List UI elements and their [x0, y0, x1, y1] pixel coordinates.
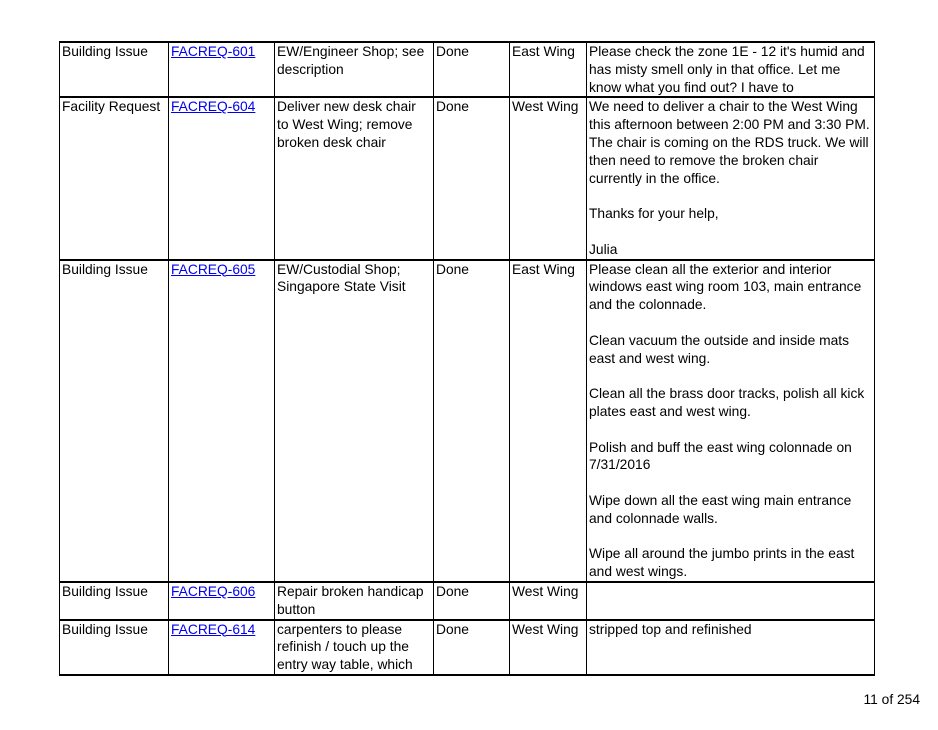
- table-body: [60, 42, 875, 675]
- request-location: East Wing: [512, 261, 575, 277]
- request-status: Done: [436, 99, 469, 115]
- status-cell: [434, 97, 510, 259]
- request-location: West Wing: [512, 583, 579, 599]
- paragraph-gap: [589, 314, 872, 332]
- status-cell: [434, 42, 510, 97]
- summary-cell: [275, 582, 434, 620]
- table-row: [60, 260, 875, 582]
- request-type: Building Issue: [62, 583, 148, 599]
- request-status: Done: [436, 261, 469, 277]
- paragraph-gap: [589, 528, 872, 546]
- request-id-cell: [169, 97, 275, 259]
- request-type: Building Issue: [62, 621, 148, 637]
- table-row: [60, 42, 875, 97]
- details-paragraph: We need to deliver a chair to the West Wing this afternoon between 2:00 PM and 3:30 PM. The chair is coming on the RDS truck. We will then need to remove the broken chair currently in the office.: [589, 99, 874, 186]
- request-type-cell: [60, 582, 169, 620]
- details-paragraph: Please check the zone 1E - 12 it's humid and has misty smell only in that office. Let me know what you find out? I have to: [589, 44, 869, 95]
- location-cell: [510, 97, 587, 259]
- request-type-cell: [60, 97, 169, 259]
- request-location: West Wing: [512, 621, 579, 637]
- request-id-link[interactable]: FACREQ-601: [171, 44, 256, 59]
- details-paragraph: Clean vacuum the outside and inside mats east and west wing.: [589, 332, 853, 366]
- table-row: [60, 582, 875, 620]
- request-id-link[interactable]: FACREQ-605: [171, 261, 256, 277]
- request-status: Done: [436, 583, 469, 599]
- request-type: Facility Request: [62, 99, 161, 115]
- request-id-link[interactable]: FACREQ-614: [171, 621, 256, 637]
- details-paragraph: Polish and buff the east wing colonnade on 7/31/2016: [589, 439, 856, 473]
- details-cell: [587, 97, 875, 259]
- request-summary: Repair broken handicap button: [277, 583, 424, 617]
- request-status: Done: [436, 621, 469, 637]
- request-type: Building Issue: [62, 261, 148, 277]
- summary-cell: [275, 97, 434, 259]
- paragraph-gap: [589, 223, 872, 241]
- details-cell: [587, 42, 875, 97]
- details-paragraph: Clean all the brass door tracks, polish all kick plates east and west wing.: [589, 386, 869, 419]
- details-paragraph: Wipe down all the east wing main entrance and colonnade walls.: [589, 492, 856, 526]
- page-number: 11 of 254: [863, 692, 920, 707]
- paragraph-gap: [589, 474, 872, 492]
- location-cell: [510, 260, 587, 582]
- request-id-link[interactable]: FACREQ-604: [171, 99, 256, 115]
- details-cell: [587, 620, 875, 675]
- request-summary: carpenters to please refinish / touch up the entry way table, which: [277, 621, 413, 673]
- request-id-cell: [169, 42, 275, 97]
- facility-requests-table: [59, 41, 875, 676]
- request-type-cell: [60, 260, 169, 582]
- request-type-cell: [60, 620, 169, 675]
- paragraph-gap: [589, 421, 872, 439]
- status-cell: [434, 582, 510, 620]
- paragraph-gap: [589, 367, 872, 385]
- summary-cell: [275, 260, 434, 582]
- details-paragraph: Thanks for your help,: [589, 206, 719, 222]
- details-paragraph: Please clean all the exterior and interior windows east wing room 103, main entrance and the colonnade.: [589, 261, 866, 313]
- request-id-cell: [169, 582, 275, 620]
- location-cell: [510, 620, 587, 675]
- request-id-cell: [169, 260, 275, 582]
- location-cell: [510, 582, 587, 620]
- table-row: [60, 97, 875, 259]
- summary-cell: [275, 620, 434, 675]
- summary-cell: [275, 42, 434, 97]
- request-location: East Wing: [512, 44, 575, 59]
- details-paragraph: [589, 583, 872, 601]
- request-summary: Deliver new desk chair to West Wing; remove broken desk chair: [277, 99, 416, 150]
- request-location: West Wing: [512, 99, 579, 115]
- details-paragraph: Julia: [589, 241, 618, 257]
- request-type: Building Issue: [62, 44, 148, 59]
- location-cell: [510, 42, 587, 97]
- request-status: Done: [436, 44, 469, 59]
- table-row: [60, 620, 875, 675]
- status-cell: [434, 260, 510, 582]
- details-paragraph: stripped top and refinished: [589, 621, 752, 637]
- details-paragraph: Wipe all around the jumbo prints in the east and west wings.: [589, 546, 859, 580]
- request-summary: EW/Engineer Shop; see description: [277, 44, 425, 77]
- details-cell: [587, 582, 875, 620]
- request-type-cell: [60, 42, 169, 97]
- request-id-cell: [169, 620, 275, 675]
- paragraph-gap: [589, 187, 872, 205]
- status-cell: [434, 620, 510, 675]
- request-id-link[interactable]: FACREQ-606: [171, 583, 256, 599]
- request-summary: EW/Custodial Shop; Singapore State Visit: [277, 261, 406, 295]
- details-cell: [587, 260, 875, 582]
